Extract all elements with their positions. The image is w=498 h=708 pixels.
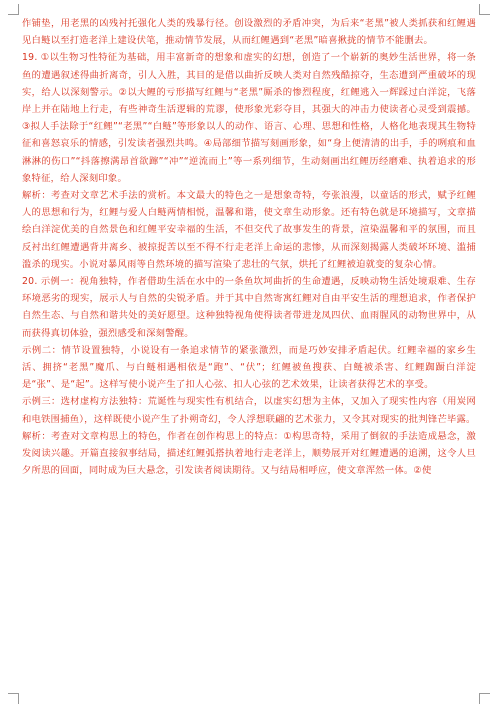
paragraph-analysis-19: 解析：考查对文章艺术手法的赏析。本文最大的特色之一是想象奇特，夸张浪漫，以童话的形式，赋予红鲤人的思想和行为，红鲤与爱人白鲢两情相悦，温馨和谐，使文章生动形象。还有特色就是环境描写，文章描绘白洋淀优美的自然景色和红鲤平安幸福的生活，不但交代了故事发生的背景，渲染温馨和平的氛围，而且反衬出红鲤遭遇背井离乡、被掠捉苦以至不得不行走老洋上命运的悲惨，从而深刻揭露人类破坏环境、滥捕滥杀的现实。小说对暴风雨等自然环境的描写渲染了悲壮的气氛，烘托了红鲤被迫就变的复杂心情。 — [22, 190, 476, 270]
paragraph-answer-20-example-1: 20. 示例一：视角独特，作者借助生活在水中的一条鱼坎坷曲折的生命遭遇，反映动物生活处境艰难、生存环境恶劣的现实，展示人与自然的尖锐矛盾。并于其中自然寄寓红鲤对自由平安生活的理想追求，作者保护自然生态、与自然和谐共处的美好愿望。这种独特视角使得读者带进龙凤四伏、血雨腥风的动物世界中，从而获得真切体验，强烈感受和深刻警醒。 — [22, 276, 476, 339]
document-body — [22, 15, 476, 479]
crop-mark-bottom-left — [8, 693, 19, 704]
crop-mark-top-left — [8, 4, 19, 15]
paragraph-answer-20-example-2: 示例二：情节设置独特，小说设有一条追求情节的紧张激烈，而是巧妙安排矛盾起伏。红鲤幸福的家乡生活、拥挤“老黑”魔爪、与白鲢相遇相依是“跑”、“伏”；红鲤被鱼搜获、白鲢被杀害、红鲤踟蹰白洋淀是“张”、是“起”。这样写使小说产生了扣人心弦、扣人心弦的艺术效果，让读者获得艺术的享受。 — [22, 344, 476, 391]
crop-mark-bottom-right — [479, 693, 490, 704]
paragraph-answer-20-example-3: 示例三：选材虚构方法独特：荒诞性与现实性有机结合，以虚实幻想为主体，又加入了现实性内容（用炭网和电铁围捕鱼），这样既使小说产生了扑朔奇幻，令人浮想联翩的艺术张力，又令其对现实的批判锋芒毕露。 — [22, 396, 476, 425]
paragraph-answer-19: 19. ①以生物习性特征为基础，用丰富新奇的想象和虚实的幻想，创造了一个崭新的奥妙生活世界，将一条鱼的遭遇叙述得曲折离奇，引人入胜，其目的是借以曲折反映人类对自然残酷掠夺，生态遭到严重破坏的现实，给人以深刻警示。②以大鲤的亏形描写红鲤与“老黑”厮杀的惨烈程度，红鲤逃入一辉踩过白洋淀，飞落岸上并在陆地上行走，有些神奇生活逻辑的荒谬，使形象光彩夺目，其强大的冲击力使读者心灵受到震撼。③拟人手法除于“红鲤”“老黑”“白鲢”等形象以人的动作、语言、心理、思想和性格，人格化地表现其生物特征和喜怒哀乐的情感，引发读者强烈共鸣。④局部细节描写刻画形象，如“身上便清清的出手，手的咧痕和血淋淋的伤口”“抖落擦满昂首欲蹿”“冲”“逆流而上”等一系列细节，生动刻画出红鲤历经磨难、执着追求的形象特征，给人深刻印象。 — [22, 52, 476, 184]
paragraph-intro: 作铺垫，用老黑的凶残衬托强化人类的残暴行径。创设激烈的矛盾冲突，为后来“老黑”被人类抓获和红鲤遇见白鲢以至打造老洋上建设伏笔，推动情节发展，从而红鲤遇到“老黑”暗喜揪拢的情节不能删去。 — [22, 18, 476, 47]
paragraph-analysis-20: 解析：考查对文章构思上的特色，作者在创作构思上的特点：①构思奇特，采用了倒叙的手法造成悬念，激发阅读兴趣。开篇直接叙事结局，描述红鲤弧搭执着地行走老洋上，顺势展开对红鲤遭遇的追溯，这令人旦夕所思的回面，同时成为巨大悬念，引发读者阅读期待。又与结局相呼应，使文章浑然一体。②使 — [22, 430, 476, 477]
crop-mark-top-right — [479, 4, 490, 15]
